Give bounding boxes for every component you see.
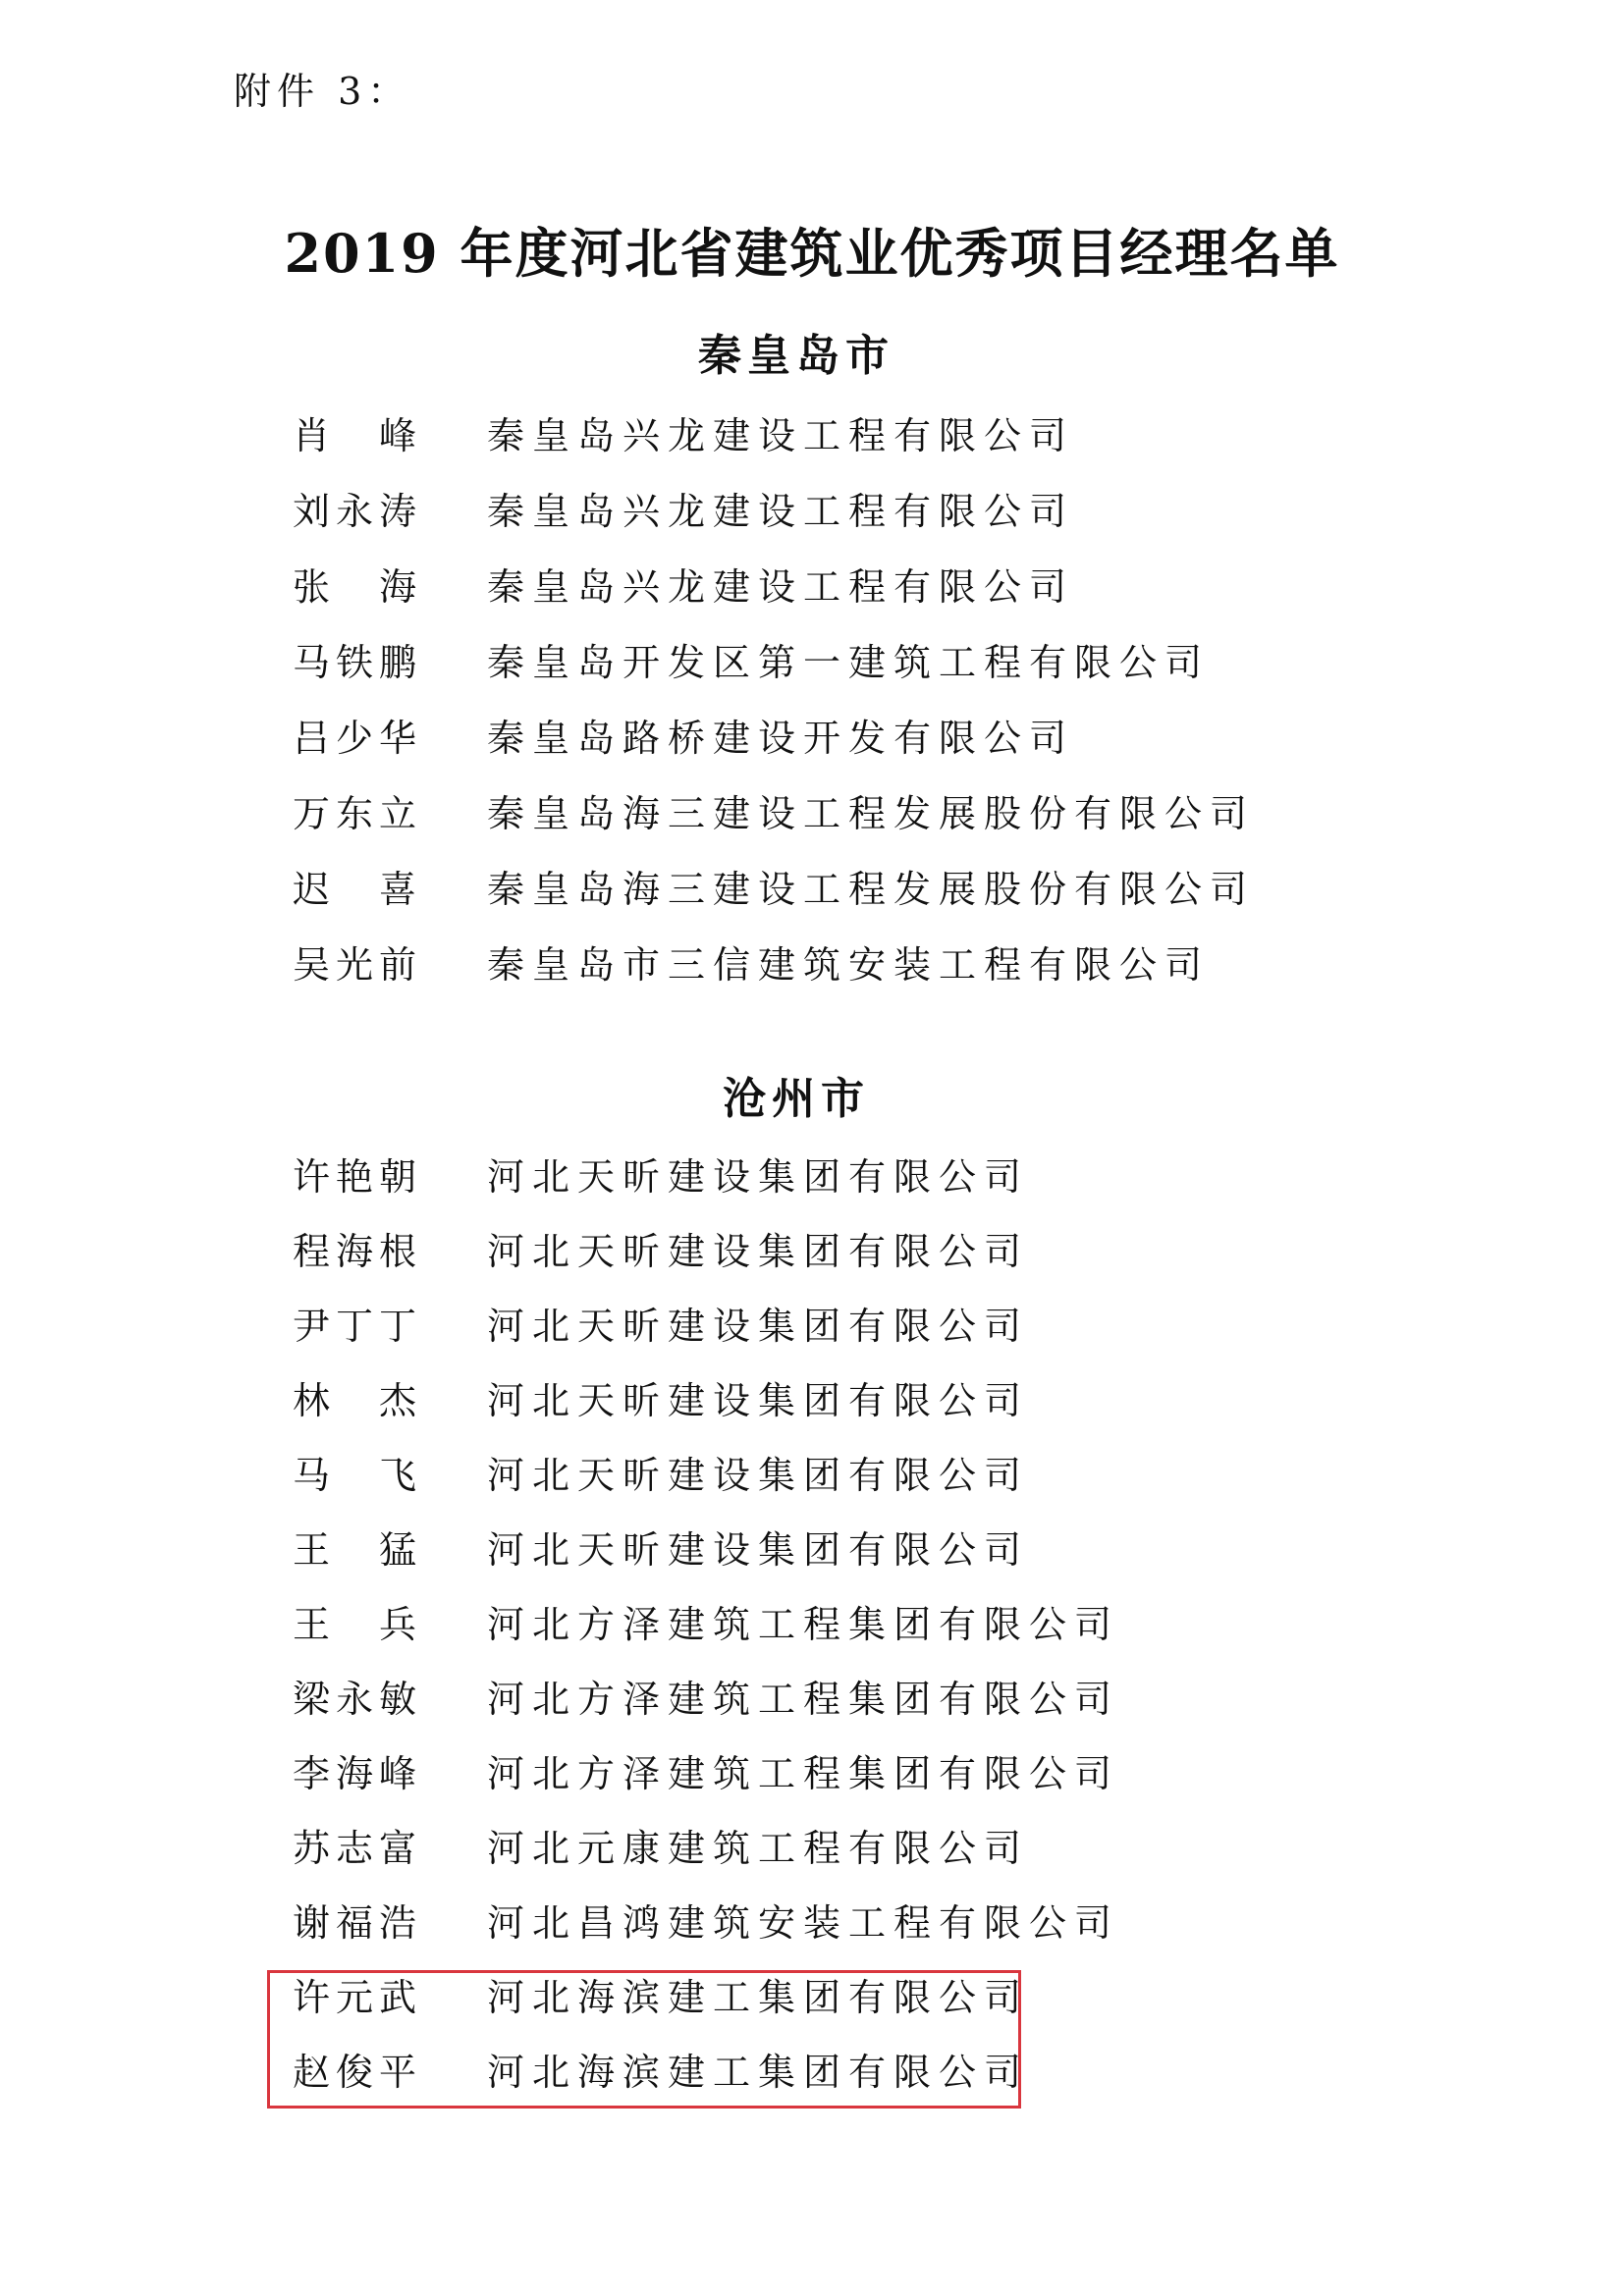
list-item [293,1815,1029,1874]
company-name: 河北海滨建工集团有限公司 [487,2050,1030,2094]
manager-name: 王 兵 [293,1602,416,1646]
list-item [293,1218,1029,1277]
list-item [293,1740,1119,1799]
manager-name: 尹 丁 丁 [293,1304,416,1348]
list-item [293,1293,1029,1352]
company-name: 河北元康建筑工程有限公司 [487,1826,1030,1870]
manager-name: 马 铁 鹏 [293,640,416,684]
list-item [293,629,1210,688]
list-item [293,1367,1029,1426]
company-name: 河北方泽建筑工程集团有限公司 [487,1602,1120,1646]
list-item [293,780,1255,839]
page-title: 2019 年度河北省建筑业优秀项目经理名单 [284,222,1340,285]
company-name: 河北天昕建设集团有限公司 [487,1527,1030,1572]
company-name: 秦皇岛兴龙建设工程有限公司 [487,413,1075,457]
manager-name: 刘 永 涛 [293,489,416,533]
section-heading-qinhuangdao: 秦皇岛市 [698,331,894,381]
company-name: 河北天昕建设集团有限公司 [487,1378,1030,1422]
list-item [293,856,1255,915]
manager-name: 王 猛 [293,1527,416,1572]
attachment-label: 附件 3： [234,70,411,113]
list-item [293,402,1074,461]
manager-name: 梁 永 敏 [293,1677,416,1721]
manager-name: 林 杰 [293,1378,416,1422]
list-item [293,1666,1119,1725]
manager-name: 许 元 武 [293,1975,416,2019]
manager-name: 苏 志 富 [293,1826,416,1870]
list-item [293,478,1074,537]
list-item [293,932,1210,990]
manager-name: 李 海 峰 [293,1751,416,1795]
company-name: 河北海滨建工集团有限公司 [487,1975,1030,2019]
company-name: 河北方泽建筑工程集团有限公司 [487,1751,1120,1795]
company-name: 河北天昕建设集团有限公司 [487,1229,1030,1273]
list-item [293,1591,1119,1650]
company-name: 秦皇岛兴龙建设工程有限公司 [487,489,1075,533]
section-heading-cangzhou: 沧州市 [723,1074,870,1124]
highlight-box [267,1970,1021,2109]
manager-name: 谢 福 浩 [293,1900,416,1945]
manager-name: 程 海 根 [293,1229,416,1273]
company-name: 秦皇岛海三建设工程发展股份有限公司 [487,867,1256,911]
manager-name: 吴 光 前 [293,942,416,987]
list-item [293,1890,1119,1949]
company-name: 河北天昕建设集团有限公司 [487,1304,1030,1348]
company-name: 河北天昕建设集团有限公司 [487,1154,1030,1199]
company-name: 秦皇岛海三建设工程发展股份有限公司 [487,791,1256,835]
company-name: 秦皇岛市三信建筑安装工程有限公司 [487,942,1211,987]
manager-name: 迟 喜 [293,867,416,911]
manager-name: 万 东 立 [293,791,416,835]
manager-name: 肖 峰 [293,413,416,457]
list-item [293,1144,1029,1202]
list-item [293,705,1074,764]
manager-name: 马 飞 [293,1453,416,1497]
company-name: 秦皇岛兴龙建设工程有限公司 [487,564,1075,609]
company-name: 秦皇岛开发区第一建筑工程有限公司 [487,640,1211,684]
company-name: 秦皇岛路桥建设开发有限公司 [487,716,1075,760]
company-name: 河北昌鸿建筑安装工程有限公司 [487,1900,1120,1945]
list-item [293,1442,1029,1501]
manager-name: 许 艳 朝 [293,1154,416,1199]
list-item [293,554,1074,613]
company-name: 河北天昕建设集团有限公司 [487,1453,1030,1497]
company-name: 河北方泽建筑工程集团有限公司 [487,1677,1120,1721]
list-item [293,1517,1029,1575]
manager-name: 张 海 [293,564,416,609]
manager-name: 吕 少 华 [293,716,416,760]
manager-name: 赵 俊 平 [293,2050,416,2094]
